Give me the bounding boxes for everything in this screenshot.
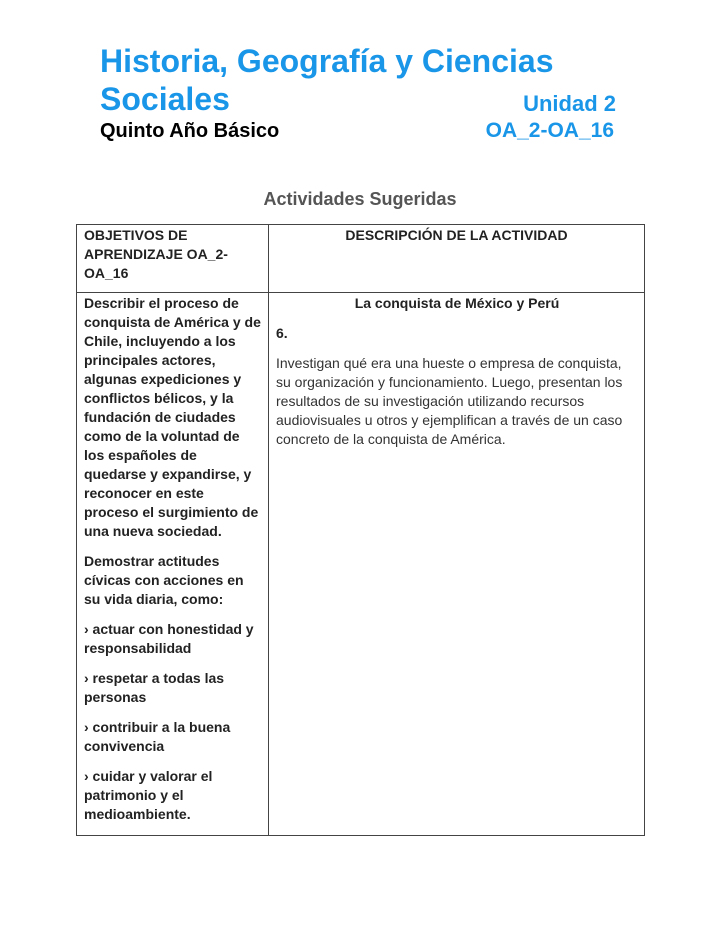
objectives-cell: [77, 293, 269, 836]
table-header-row: [77, 225, 645, 293]
activity-title: La conquista de México y Perú: [354, 295, 560, 311]
section-title: Actividades Sugeridas: [263, 189, 457, 209]
activities-table: [76, 224, 645, 836]
activity-cell: [269, 293, 645, 836]
document-title: Historia, Geografía y Ciencias: [100, 43, 554, 79]
table-row: [77, 293, 645, 836]
objective-text: Demostrar actitudes cívicas con acciones en su vida diaria, como:: [84, 553, 244, 607]
objective-bullet: › contribuir a la buena convivencia: [84, 719, 231, 754]
objectives-header: OBJETIVOS DE APRENDIZAJE OA_2-OA_16: [77, 225, 269, 293]
oa-range-label: OA_2-OA_16: [485, 119, 614, 142]
objective-bullet: › actuar con honestidad y responsabilidad: [84, 621, 254, 656]
document-title-continued: Sociales: [100, 81, 230, 117]
objective-text: Describir el proceso de conquista de América y de Chile, incluyendo a los principales actores, algunas expediciones y conflictos bélicos, y la fundación de ciudades como de la voluntad de los españoles de quedarse y expandirse, y reconocer en este proceso el surgimiento de una nueva sociedad.: [84, 295, 261, 539]
description-header: DESCRIPCIÓN DE LA ACTIVIDAD: [269, 225, 645, 293]
grade-label: Quinto Año Básico: [100, 120, 280, 142]
unit-label: Unidad 2: [523, 91, 616, 116]
activity-number: 6.: [276, 325, 288, 341]
objective-bullet: › cuidar y valorar el patrimonio y el medioambiente.: [84, 768, 213, 822]
activity-description: Investigan qué era una hueste o empresa de conquista, su organización y funcionamiento. Luego, presentan los resultados de su investigación utilizando recursos audiovisuales u otros y ejemplifican a través de un caso concreto de la conquista de América.: [276, 355, 623, 447]
objective-bullet: › respetar a todas las personas: [84, 670, 225, 705]
